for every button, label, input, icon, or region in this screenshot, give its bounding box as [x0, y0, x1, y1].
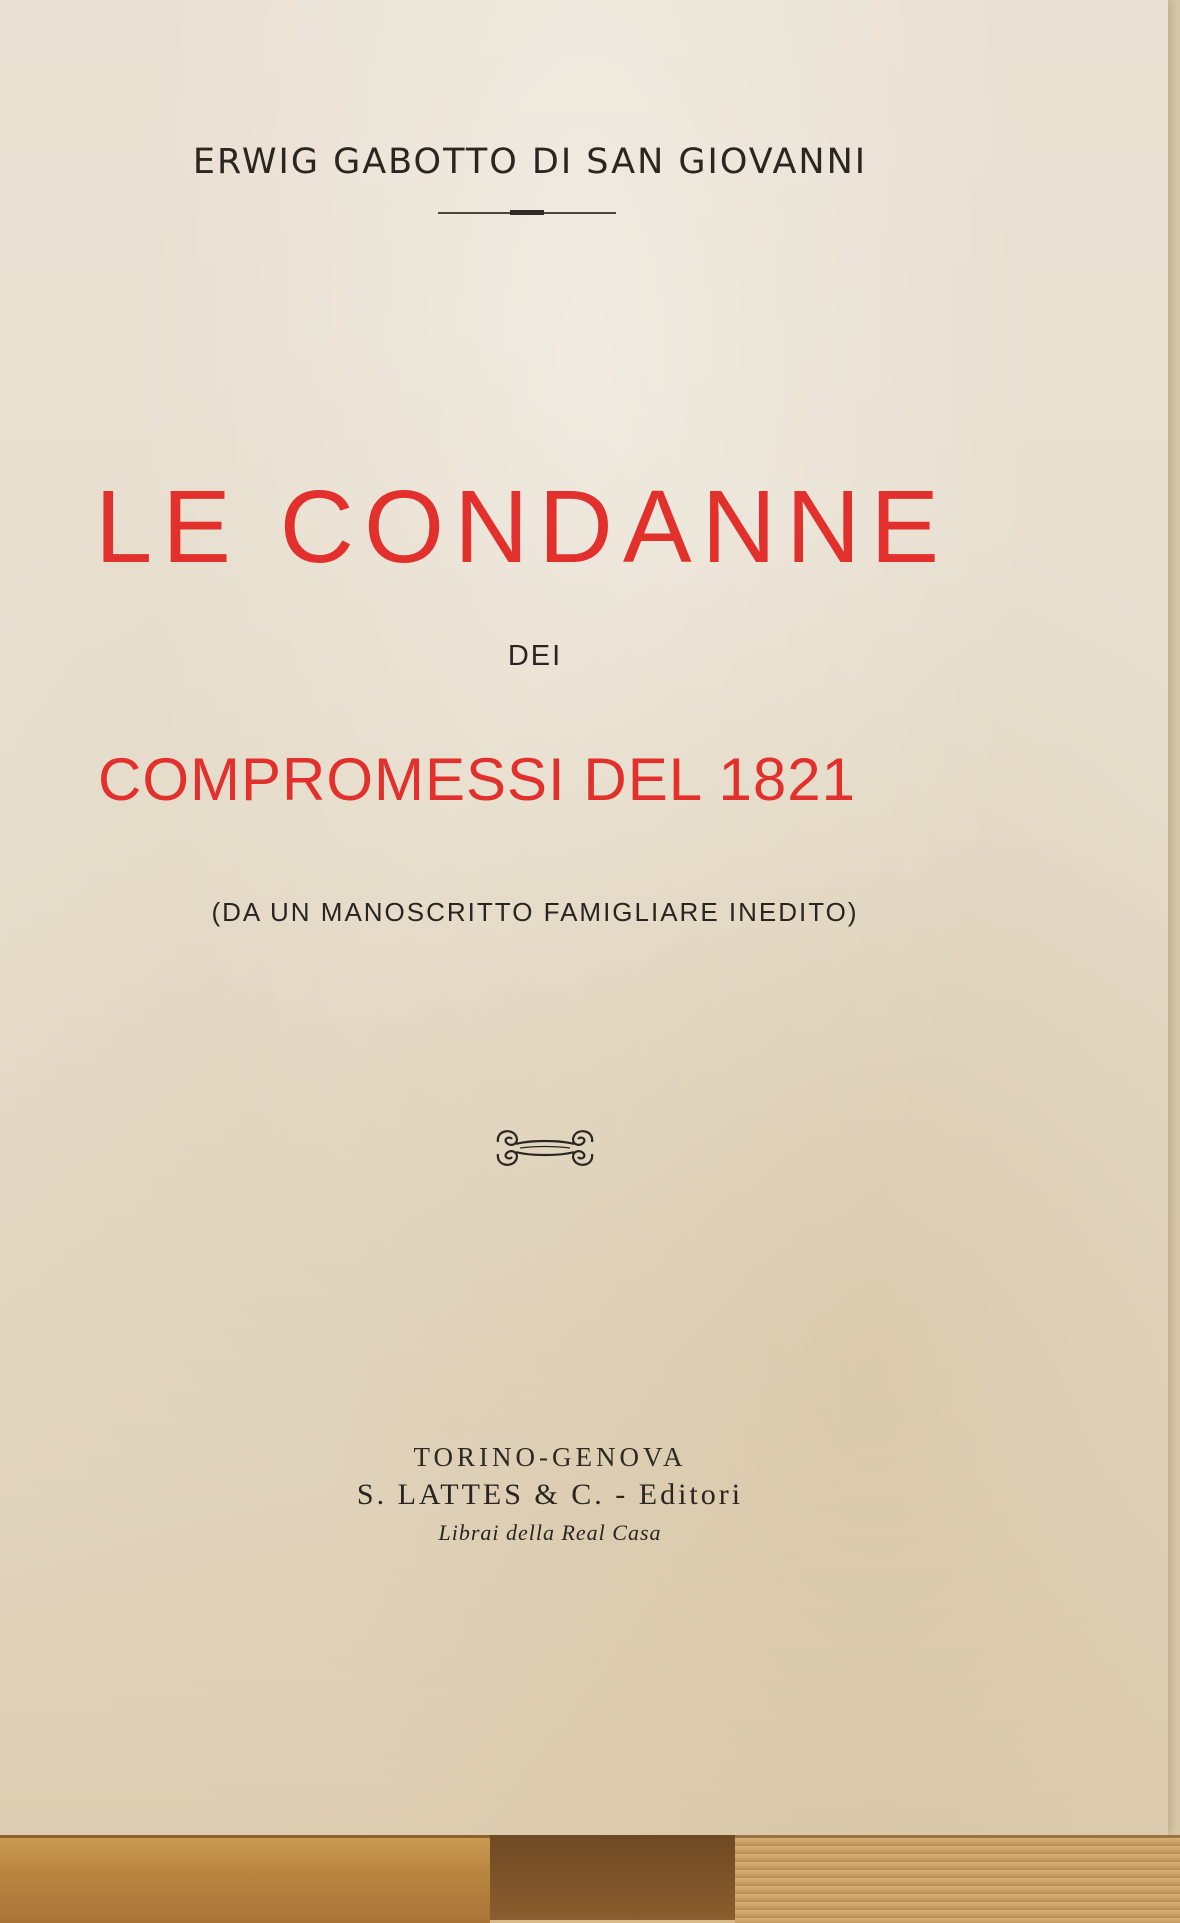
shelf-wood-left: [0, 1835, 490, 1923]
title-connector: DEI: [507, 640, 563, 672]
author-name: ERWIG GABOTTO DI SAN GIOVANNI: [192, 142, 868, 182]
imprint-place: TORINO-GENOVA: [413, 1442, 687, 1472]
book-title: LE CONDANNE: [95, 469, 950, 584]
source-note: (DA UN MANOSCRITTO FAMIGLIARE INEDITO): [211, 897, 859, 927]
scroll-ornament-icon: [490, 1120, 600, 1176]
imprint-publisher: S. LATTES & C. - Editori: [356, 1478, 744, 1511]
shelf-gap: [490, 1835, 735, 1920]
book-subtitle: COMPROMESSI DEL 1821: [98, 746, 857, 813]
book-pages-edge: [735, 1835, 1180, 1923]
imprint-bookseller: Librai della Real Casa: [438, 1520, 662, 1545]
divider-center-mark: [510, 210, 544, 215]
